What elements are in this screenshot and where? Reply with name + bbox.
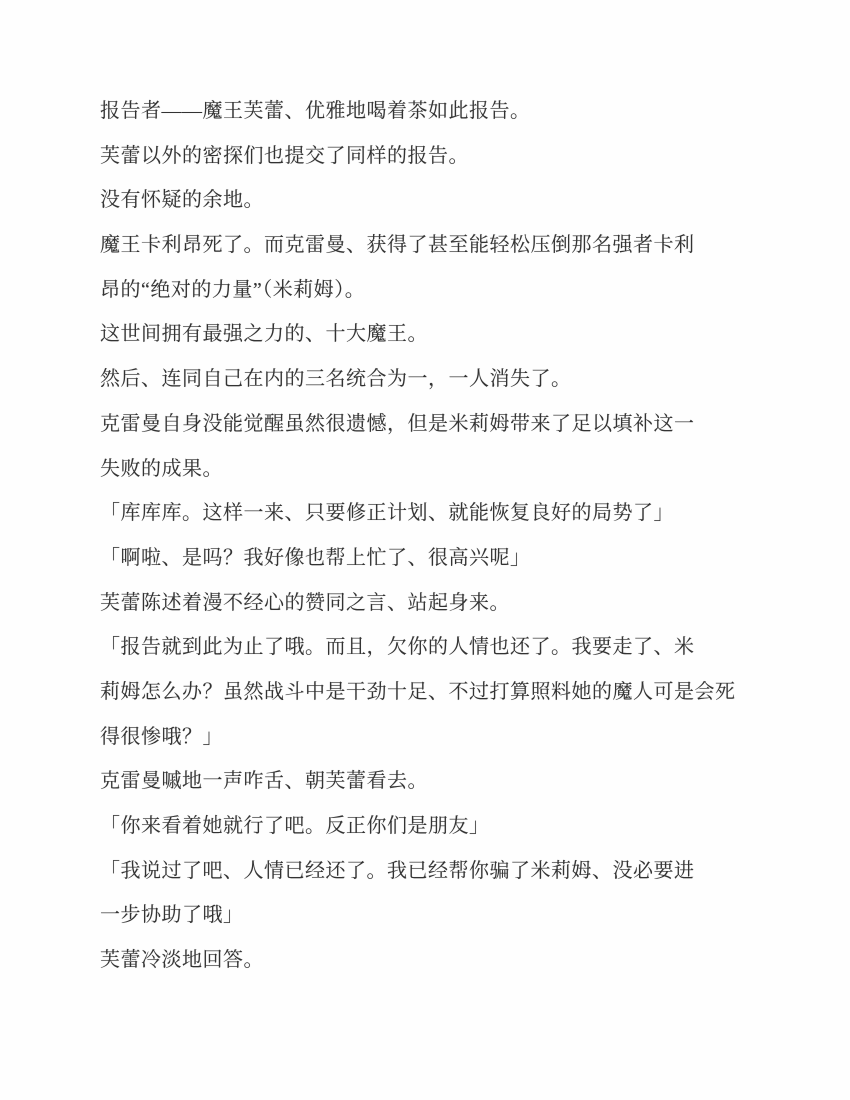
text-line: 没有怀疑的余地。 — [100, 189, 264, 212]
text-line: 失败的成果。 — [100, 457, 223, 480]
text-line: 「我说过了吧、人情已经还了。我已经帮你骗了米莉姆、没必要进 — [100, 859, 695, 882]
text-line: 这世间拥有最强之力的、十大魔王。 — [100, 323, 428, 346]
text-line: 得很惨哦？」 — [100, 725, 223, 748]
text-line: 「库库库。这样一来、只要修正计划、就能恢复良好的局势了」 — [100, 502, 674, 525]
text-line: 芙蕾冷淡地回答。 — [100, 949, 264, 972]
text-line: 「你来看着她就行了吧。反正你们是朋友」 — [100, 815, 490, 837]
text-line: 克雷曼自身没能觉醒虽然很遗憾，但是米莉姆带来了足以填补这一 — [100, 412, 695, 435]
text-line: 昂的“绝对的力量”（米莉姆）。 — [100, 278, 366, 301]
text-line: 「啊啦、是吗？我好像也帮上忙了、很高兴呢」 — [100, 546, 531, 569]
text-line: 克雷曼嘁地一声咋舌、朝芙蕾看去。 — [100, 770, 428, 793]
text-line: 芙蕾以外的密探们也提交了同样的报告。 — [100, 144, 469, 167]
text-line: 莉姆怎么办？虽然战斗中是干劲十足、不过打算照料她的魔人可是会死 — [100, 680, 736, 703]
text-block — [100, 89, 780, 983]
text-line: 芙蕾陈述着漫不经心的赞同之言、站起身来。 — [100, 591, 510, 614]
text-line: 一步协助了哦」 — [100, 904, 244, 927]
text-line: 「报告就到此为止了哦。而且，欠你的人情也还了。我要走了、米 — [100, 636, 695, 659]
text-line: 然后、连同自己在内的三名统合为一，一人消失了。 — [100, 368, 572, 391]
text-line: 报告者——魔王芙蕾、优雅地喝着茶如此报告。 — [100, 100, 531, 122]
text-line: 魔王卡利昂死了。而克雷曼、获得了甚至能轻松压倒那名强者卡利 — [100, 234, 695, 257]
